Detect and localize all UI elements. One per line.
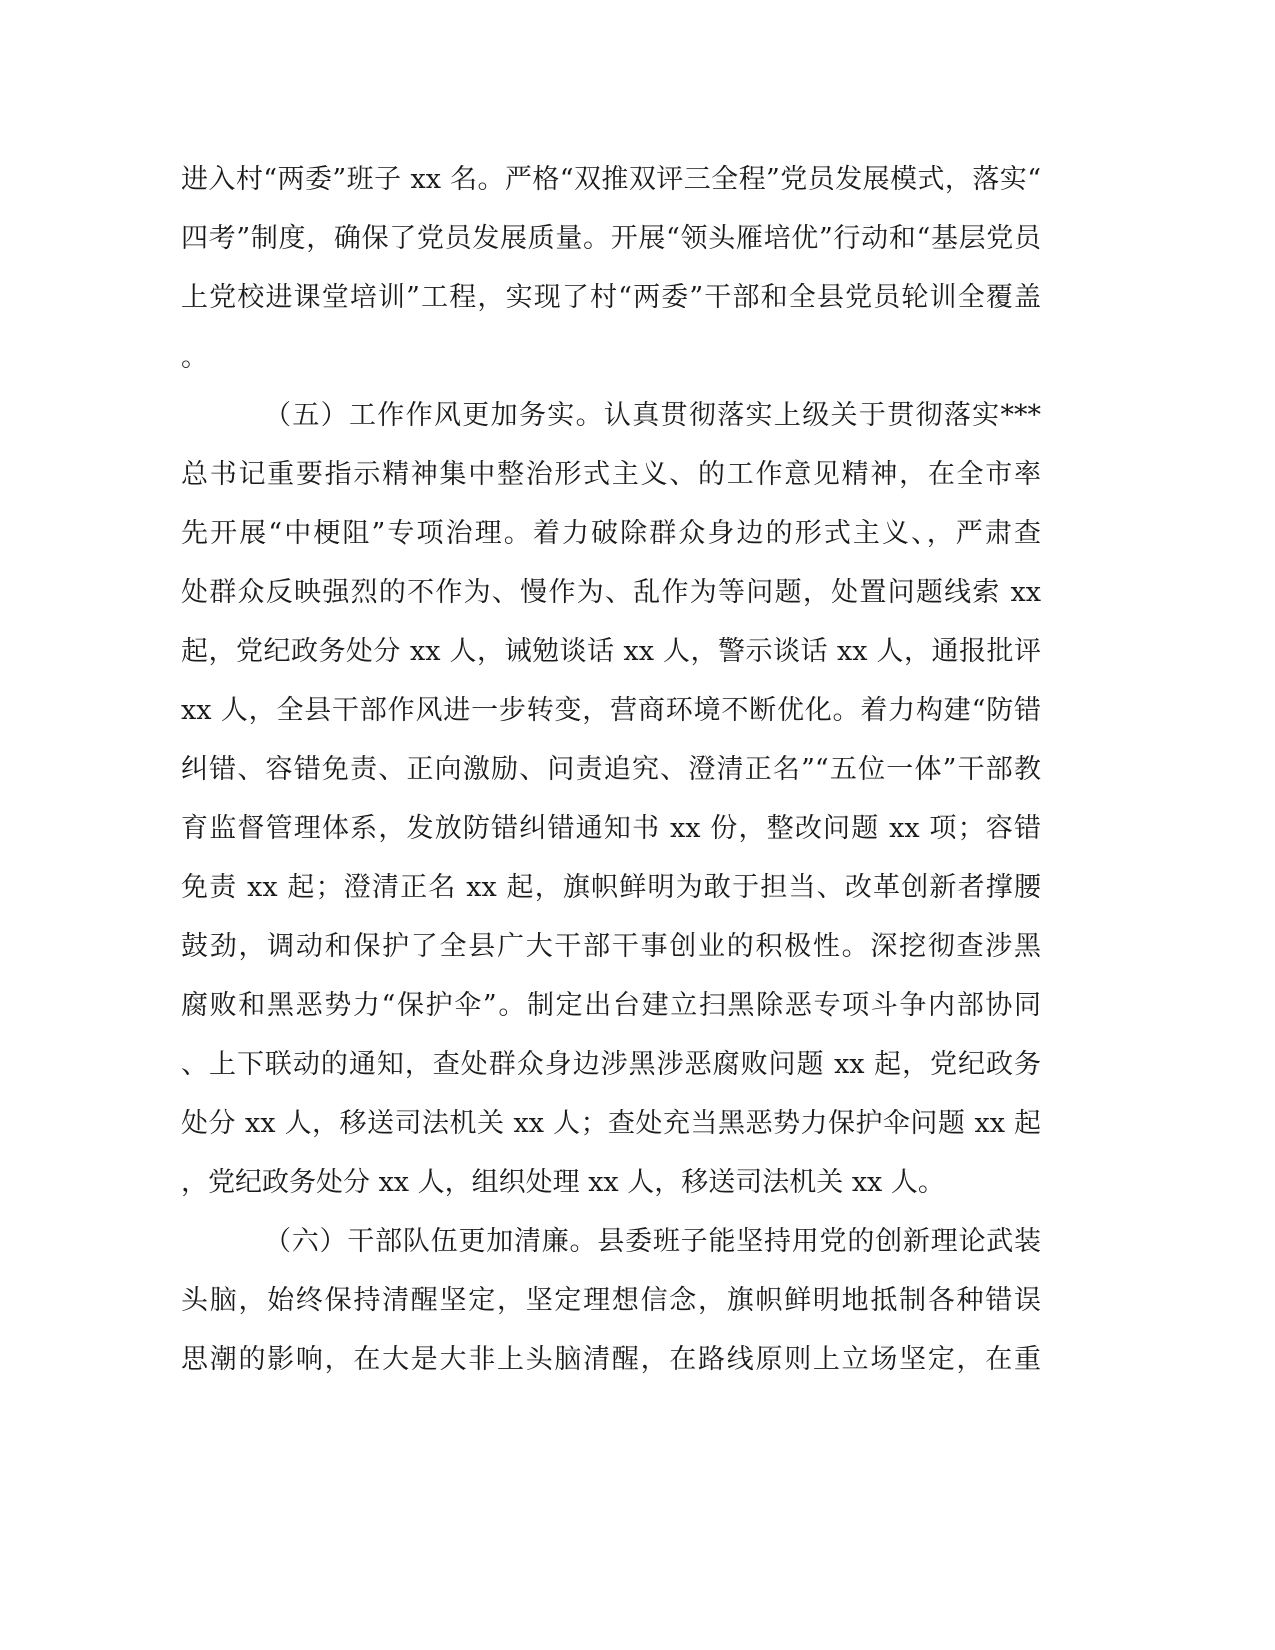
body-line: xx 人，全县干部作风进一步转变，营商环境不断优化。着力构建“防错 [181, 695, 1041, 726]
body-line: 腐败和黑恶势力“保护伞”。制定出台建立扫黑除恶专项斗争内部协同 [181, 990, 1041, 1021]
body-line: 思潮的影响，在大是大非上头脑清醒，在路线原则上立场坚定，在重 [181, 1344, 1041, 1375]
section-heading-line: （五）工作作风更加务实。认真贯彻落实上级关于贯彻落实*** [264, 400, 1041, 431]
body-line: 上党校进课堂培训”工程，实现了村“两委”干部和全县党员轮训全覆盖 [181, 282, 1041, 313]
body-line: 起，党纪政务处分 xx 人，诫勉谈话 xx 人，警示谈话 xx 人，通报批评 [181, 636, 1041, 667]
body-line: 进入村“两委”班子 xx 名。严格“双推双评三全程”党员发展模式，落实“ [181, 164, 1041, 195]
body-line: 、上下联动的通知，查处群众身边涉黑涉恶腐败问题 xx 起，党纪政务 [181, 1049, 1041, 1080]
body-line: 头脑，始终保持清醒坚定，坚定理想信念，旗帜鲜明地抵制各种错误 [181, 1285, 1041, 1316]
body-line: 鼓劲，调动和保护了全县广大干部干事创业的积极性。深挖彻查涉黑 [181, 931, 1041, 962]
body-line: 总书记重要指示精神集中整治形式主义、的工作意见精神，在全市率 [181, 459, 1041, 490]
section-heading-line: （六）干部队伍更加清廉。县委班子能坚持用党的创新理论武装 [264, 1226, 1041, 1257]
body-line: 纠错、容错免责、正向激励、问责追究、澄清正名”“五位一体”干部教 [181, 754, 1041, 785]
body-line: 先开展“中梗阻”专项治理。着力破除群众身边的形式主义、，严肃查 [181, 518, 1041, 549]
body-line: 四考”制度，确保了党员发展质量。开展“领头雁培优”行动和“基层党员 [181, 223, 1041, 254]
body-line: ，党纪政务处分 xx 人，组织处理 xx 人，移送司法机关 xx 人。 [181, 1167, 945, 1198]
body-line: 处群众反映强烈的不作为、慢作为、乱作为等问题，处置问题线索 xx [181, 577, 1041, 608]
body-line: 处分 xx 人，移送司法机关 xx 人；查处充当黑恶势力保护伞问题 xx 起 [181, 1108, 1041, 1139]
body-line: 。 [181, 342, 208, 373]
body-line: 育监督管理体系，发放防错纠错通知书 xx 份，整改问题 xx 项；容错 [181, 813, 1041, 844]
body-line: 免责 xx 起；澄清正名 xx 起，旗帜鲜明为敢于担当、改革创新者撑腰 [181, 872, 1041, 903]
